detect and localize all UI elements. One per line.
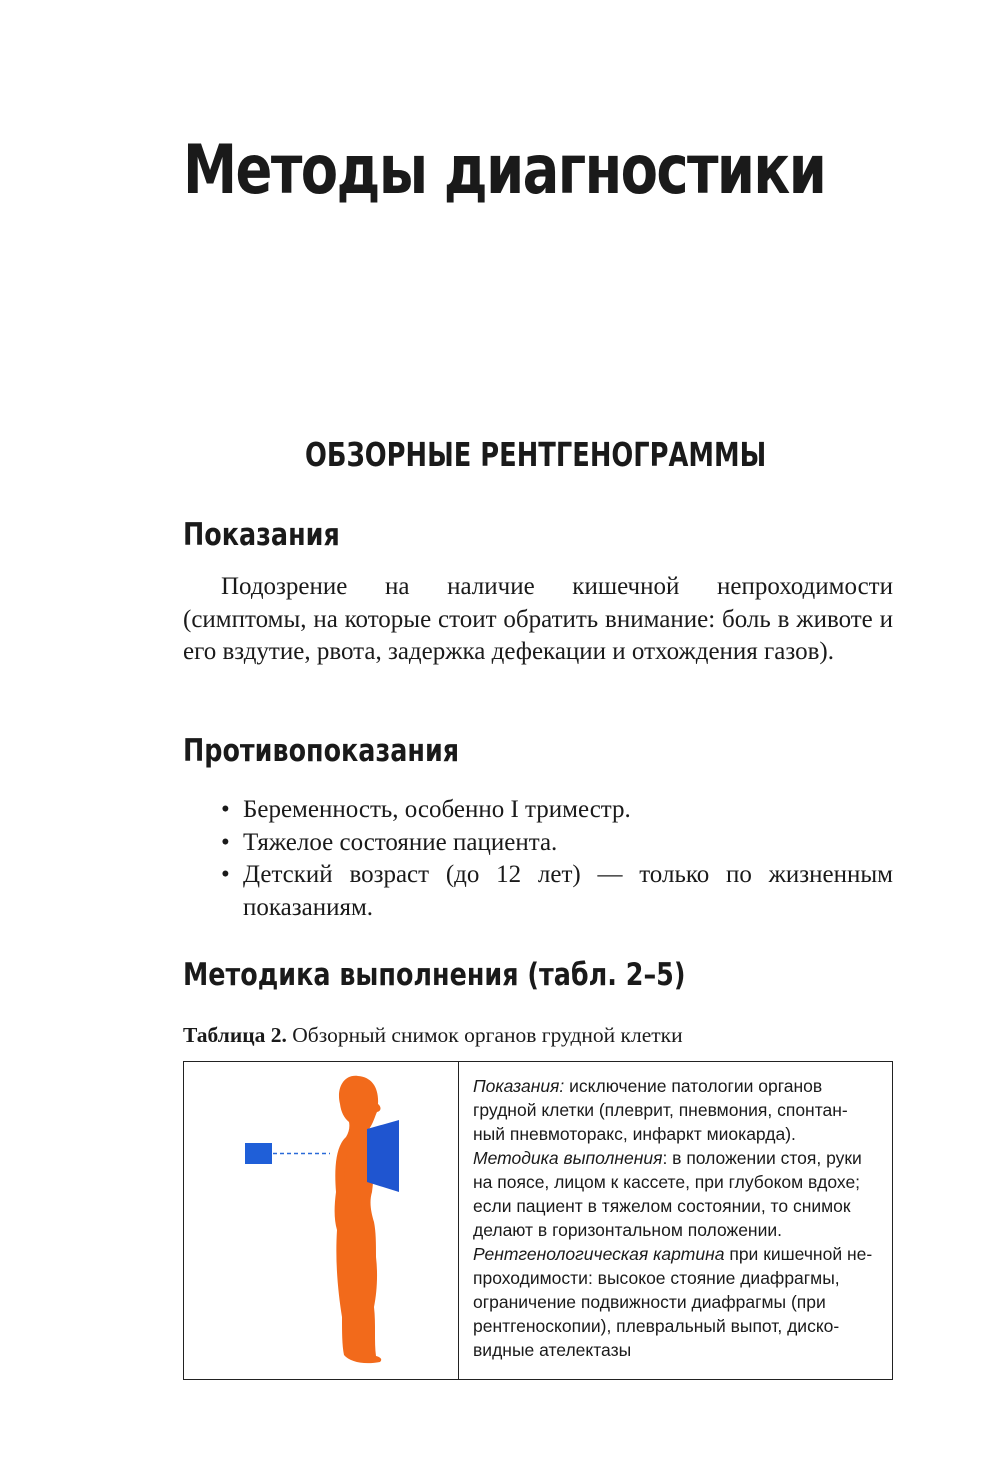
bullet-icon: • <box>221 828 230 856</box>
xray-emitter <box>245 1143 272 1164</box>
bullet-icon: • <box>221 796 230 823</box>
description-line: ный пневмоторакс, инфаркт миокарда). <box>473 1124 796 1144</box>
table-caption <box>183 1020 683 1050</box>
bullet-icon: • <box>221 861 230 888</box>
table-caption-text: Обзорный снимок органов грудной клетки <box>286 1023 683 1047</box>
contraindications-list <box>183 794 893 924</box>
list-item <box>183 794 893 827</box>
indications-heading: Показания <box>183 517 340 553</box>
description-line: грудной клетки (плеврит, пневмония, спонтан- <box>473 1100 848 1120</box>
description-line: ограничение подвижности диафрагмы (при <box>473 1292 826 1312</box>
contraindications-heading: Противопоказания <box>183 733 460 769</box>
list-item-text: Детский возраст (до 12 лет) — только по жизненным показаниям. <box>243 861 893 921</box>
description-line: проходимости: высокое стояние диафрагмы, <box>473 1268 840 1288</box>
patient-body <box>335 1076 382 1363</box>
info-table <box>183 1061 893 1380</box>
section-title: ОБЗОРНЫЕ РЕНТГЕНОГРАММЫ <box>305 435 767 474</box>
description-line: видные ателектазы <box>473 1340 632 1360</box>
description-label: Методика выполнения <box>473 1148 663 1168</box>
description-line: Показания: исключение патологии органов <box>473 1076 823 1096</box>
chapter-title: Методы диагностики <box>183 131 826 210</box>
list-item-text: Тяжелое состояние пациента. <box>243 828 558 856</box>
description-line: на поясе, лицом к кассете, при глубоком вдохе; <box>473 1172 861 1192</box>
xray-cassette <box>367 1120 399 1192</box>
description-line: если пациент в тяжелом состоянии, то снимок <box>473 1196 851 1216</box>
indications-paragraph: Подозрение на наличие кишечной непроходимости (симптомы, на которые стоит обратить внимание: боль в животе и его вздутие, рвота, задержка дефекации и отхождения газов). <box>183 573 893 665</box>
technique-heading: Методика выполнения (табл. 2–5) <box>183 957 686 993</box>
list-item <box>183 859 893 924</box>
description-line: рентгеноскопии), плевральный выпот, диско- <box>473 1316 840 1336</box>
description-cell <box>473 1074 883 1362</box>
description-line: делают в горизонтальном положении. <box>473 1220 783 1240</box>
list-item-text: Беременность, особенно I триместр. <box>243 796 631 823</box>
standing-patient-xray-icon <box>184 1062 458 1379</box>
table-caption-label: Таблица 2. <box>183 1023 287 1047</box>
description-label: Показания: <box>473 1076 565 1096</box>
description-label: Рентгенологическая картина <box>473 1244 725 1264</box>
figure-cell <box>184 1062 459 1379</box>
description-line: Методика выполнения: в положении стоя, руки <box>473 1148 862 1168</box>
list-item <box>183 827 893 860</box>
description-line: Рентгенологическая картина при кишечной не- <box>473 1244 873 1264</box>
